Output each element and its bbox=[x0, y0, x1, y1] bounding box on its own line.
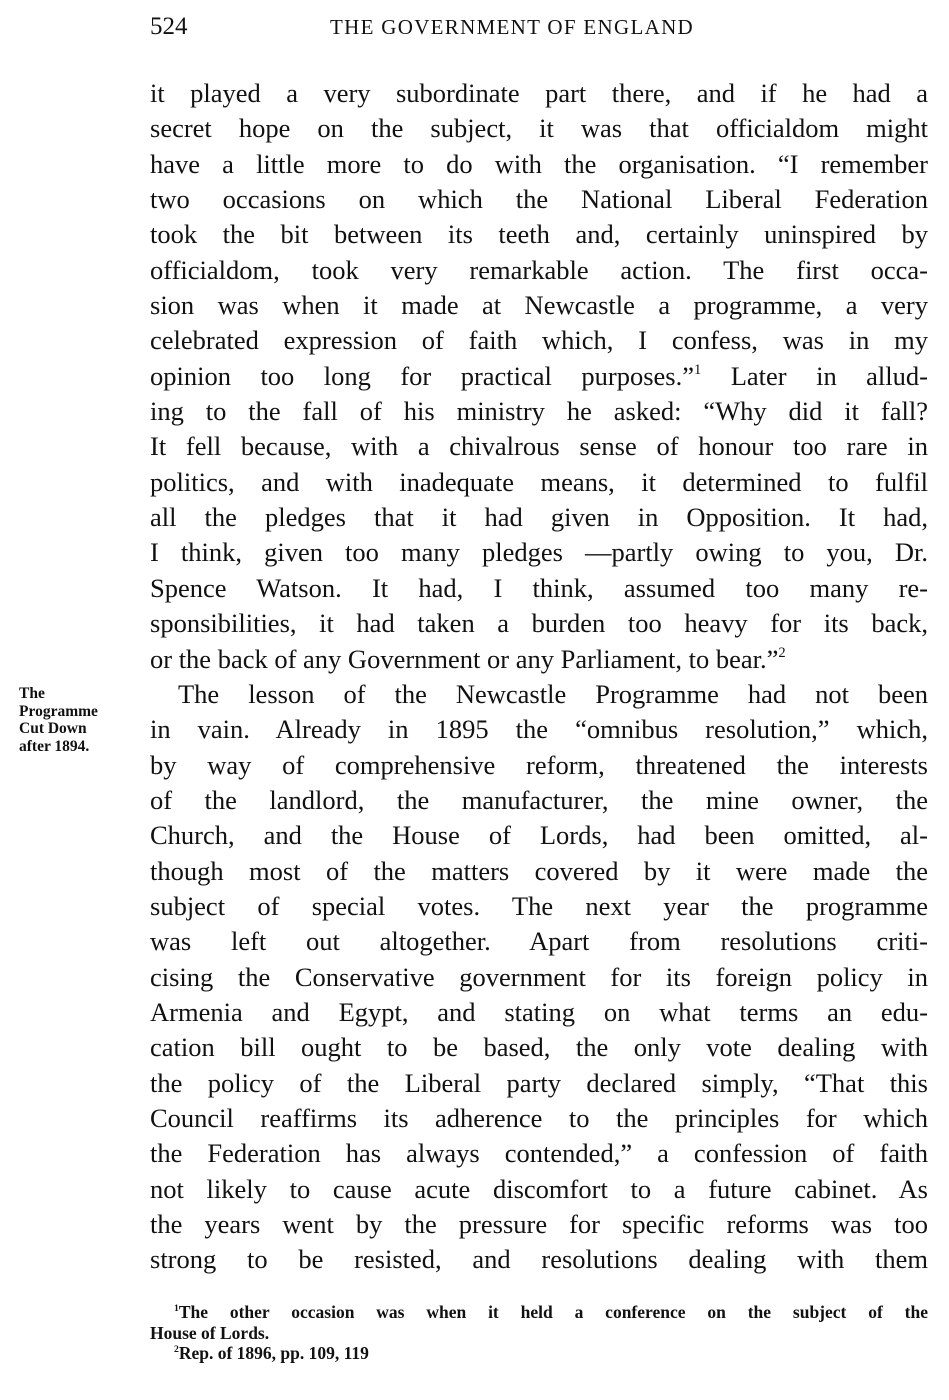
text-line: strong to be resisted, and resolutions dealing with them bbox=[150, 1244, 928, 1275]
text-line: celebrated expression of faith which, I confess, was in my bbox=[150, 325, 928, 356]
page-number: 524 bbox=[150, 13, 188, 40]
text-line: I think, given too many pledges —partly owing to you, Dr. bbox=[150, 537, 928, 568]
text-line: though most of the matters covered by it were made the bbox=[150, 855, 928, 886]
text-line: not likely to cause acute discomfort to a future cabinet. As bbox=[150, 1173, 928, 1204]
text-line: the policy of the Liberal party declared simply, “That this bbox=[150, 1067, 928, 1098]
footnote-1-continued: House of Lords. bbox=[150, 1322, 270, 1343]
footnote-ref-1: 1 bbox=[693, 361, 702, 378]
text-segment: or the back of any Government or any Parliament, to bear.” bbox=[150, 643, 779, 674]
text-segment: Later in allud- bbox=[701, 360, 928, 391]
text-line: cising the Conservative government for its foreign policy in bbox=[150, 961, 928, 992]
text-line: It fell because, with a chivalrous sense of honour too rare in bbox=[150, 431, 928, 462]
text-line: the Federation has always contended,” a confession of faith bbox=[150, 1138, 928, 1169]
marginal-note bbox=[19, 685, 139, 755]
text-line: have a little more to do with the organisation. “I remember bbox=[150, 148, 928, 179]
footnote-marker: 1 bbox=[174, 1302, 179, 1314]
text-line: cation bill ought to be based, the only vote dealing with bbox=[150, 1032, 928, 1063]
text-line: subject of special votes. The next year the programme bbox=[150, 890, 928, 921]
text-line: all the pledges that it had given in Opposition. It had, bbox=[150, 502, 928, 533]
text-line: in vain. Already in 1895 the “omnibus resolution,” which, bbox=[150, 714, 928, 745]
footnote-text: Rep. of 1896, pp. 109, 119 bbox=[178, 1343, 369, 1363]
text-line: Church, and the House of Lords, had been omitted, al- bbox=[150, 820, 928, 851]
text-line: of the landlord, the manufacturer, the mine owner, the bbox=[150, 784, 928, 815]
marginal-note-line: Cut Down bbox=[19, 720, 87, 737]
text-line: two occasions on which the National Liberal Federation bbox=[150, 184, 928, 215]
text-line: the years went by the pressure for specific reforms was too bbox=[150, 1209, 928, 1239]
footnote-marker: 2 bbox=[174, 1343, 179, 1355]
text-line: sion was when it made at Newcastle a programme, a very bbox=[150, 290, 928, 321]
text-line: secret hope on the subject, it was that officialdom might bbox=[150, 113, 928, 144]
text-line: The lesson of the Newcastle Programme had not been bbox=[178, 678, 928, 709]
body-text bbox=[150, 76, 928, 1278]
footnote-ref-2: 2 bbox=[778, 644, 786, 661]
text-line: ing to the fall of his ministry he asked: “Why did it fall? bbox=[150, 396, 928, 427]
page-header bbox=[150, 10, 928, 44]
footnote-text: The other occasion was when it held a conference on the subject of the bbox=[178, 1302, 928, 1322]
footnote-2 bbox=[150, 1343, 928, 1364]
text-line: was left out altogether. Apart from resolutions criti- bbox=[150, 926, 928, 957]
text-line bbox=[150, 642, 928, 677]
text-line: officialdom, took very remarkable action. The first occa- bbox=[150, 254, 928, 285]
text-line: by way of comprehensive reform, threatened the interests bbox=[150, 749, 928, 780]
text-line: Armenia and Egypt, and stating on what terms an edu- bbox=[150, 996, 928, 1027]
marginal-note-line: The bbox=[19, 685, 45, 702]
text-line: Spence Watson. It had, I think, assumed too many re- bbox=[150, 572, 928, 603]
text-line: took the bit between its teeth and, certainly uninspired by bbox=[150, 219, 928, 250]
running-head: THE GOVERNMENT OF ENGLAND bbox=[330, 15, 695, 39]
text-line bbox=[150, 359, 928, 394]
marginal-note-line: Programme bbox=[19, 702, 98, 720]
footnote-1 bbox=[150, 1302, 928, 1323]
text-line: politics, and with inadequate means, it determined to fulfil bbox=[150, 466, 928, 497]
footnotes bbox=[150, 1302, 928, 1364]
marginal-note-line: after 1894. bbox=[19, 737, 90, 755]
text-line: Council reaffirms its adherence to the principles for which bbox=[150, 1102, 928, 1133]
text-line: it played a very subordinate part there, and if he had a bbox=[150, 78, 928, 108]
text-segment: opinion too long for practical purposes.” bbox=[150, 360, 694, 391]
text-line: sponsibilities, it had taken a burden too heavy for its back, bbox=[150, 608, 928, 639]
